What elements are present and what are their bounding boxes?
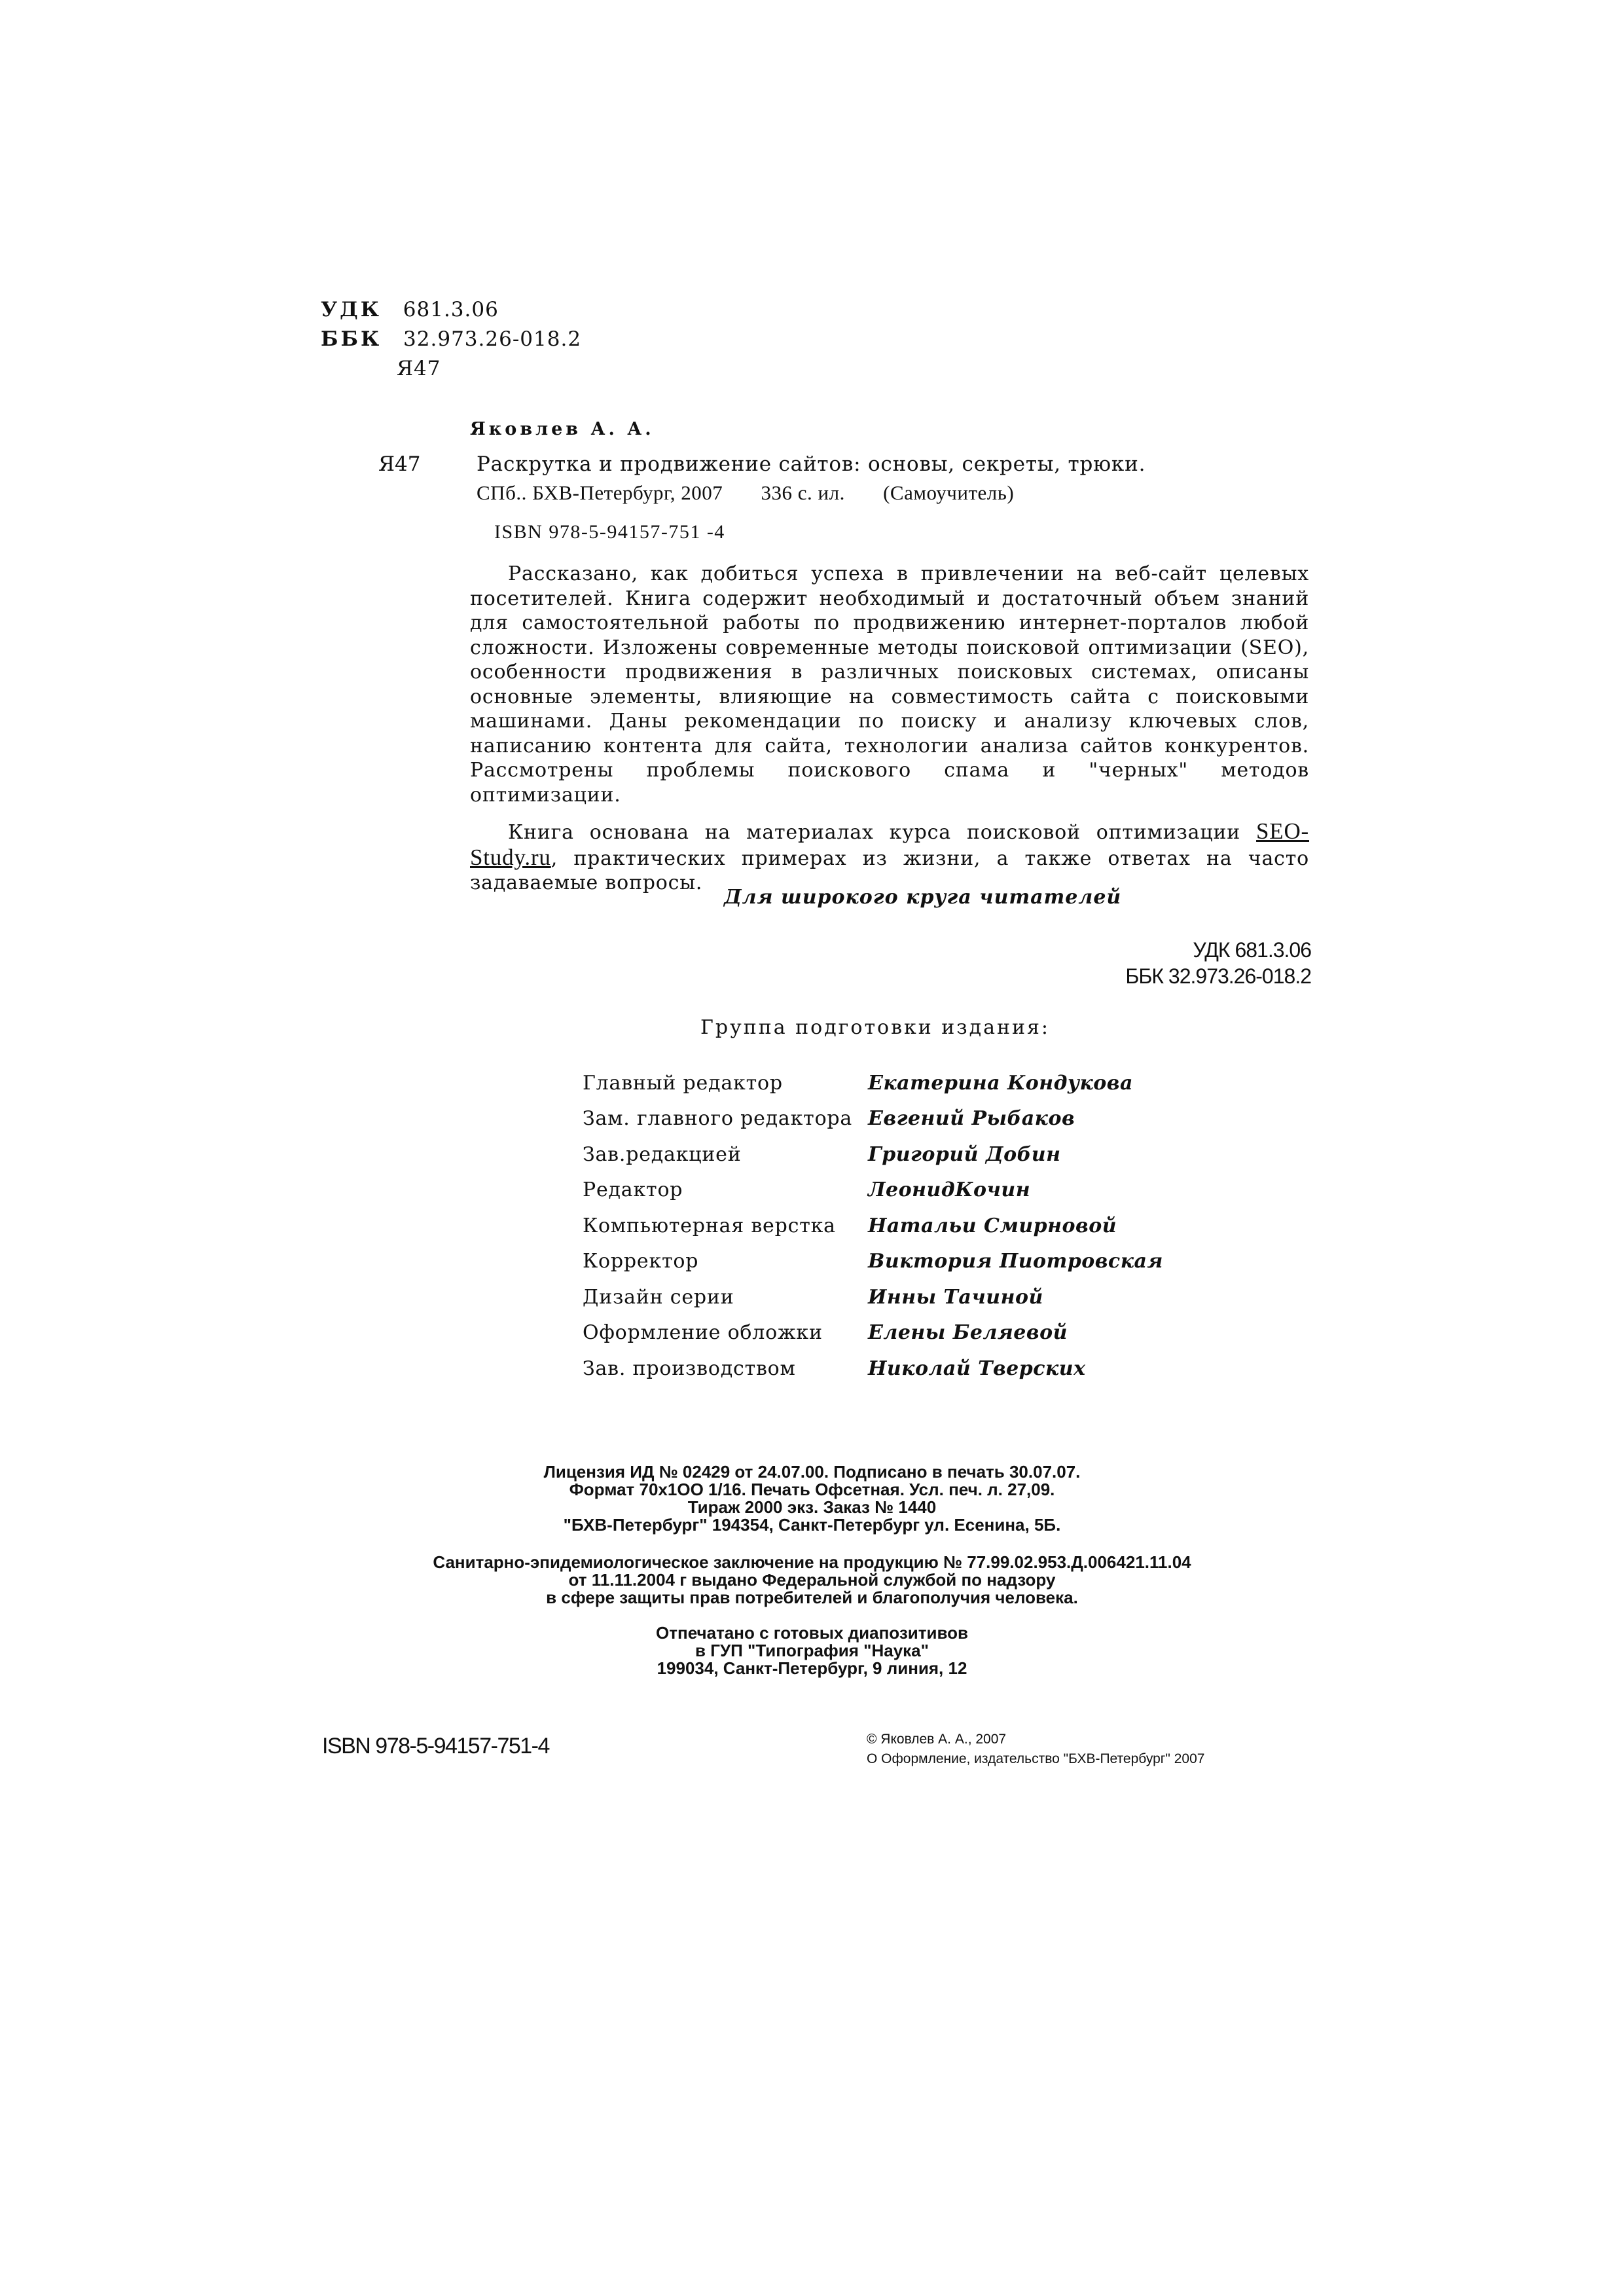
- team-role: Зав. производством: [583, 1357, 796, 1380]
- team-member-name: Евгений Рыбаков: [868, 1107, 1075, 1131]
- imprint-line: Санитарно-эпидемиологическое заключение на продукцию № 77.99.02.953.Д.006421.11.04: [433, 1552, 1191, 1572]
- udk-code-right: УДК 681.3.06: [1193, 938, 1311, 962]
- bbk-code-right: ББК 32.973.26-018.2: [1125, 964, 1311, 988]
- team-member-name: ЛеонидКочин: [868, 1178, 1031, 1202]
- abstract: [470, 562, 1309, 896]
- page-count: 336 с. ил.: [761, 481, 845, 504]
- team-row: [583, 1279, 1163, 1315]
- team-role: Зав.редакцией: [583, 1142, 742, 1166]
- team-role: Дизайн серии: [583, 1285, 734, 1309]
- imprint-printer: [0, 1624, 1624, 1677]
- team-row: [583, 1101, 1163, 1137]
- team-row: [583, 1137, 1163, 1173]
- isbn-entry: ISBN 978-5-94157-751 -4: [494, 521, 725, 543]
- seo-study-link[interactable]: SEO-Study.ru: [470, 818, 1310, 870]
- book-code: Я47: [378, 452, 421, 476]
- author-name: Яковлев А. А.: [470, 419, 655, 439]
- bbk-value: 32.973.26-018.2: [403, 327, 582, 351]
- team-row: [583, 1173, 1163, 1209]
- imprint-line: "БХВ-Петербург" 194354, Санкт-Петербург ул. Есенина, 5Б.: [563, 1515, 1061, 1535]
- team-member-name: Екатерина Кондукова: [868, 1071, 1133, 1095]
- abstract-paragraph-2-text: Книга основана на материалах курса поисковой оптимизации: [508, 821, 1241, 844]
- imprint-line: 199034, Санкт-Петербург, 9 линия, 12: [657, 1658, 967, 1678]
- team-member-name: Виктория Пиотровская: [868, 1250, 1163, 1273]
- udk-line: [321, 298, 499, 321]
- imprint-line: Тираж 2000 экз. Заказ № 1440: [687, 1497, 937, 1517]
- classification-codes-right: [1125, 937, 1311, 989]
- imprint-license: [0, 1463, 1624, 1534]
- udk-value: 681.3.06: [403, 298, 499, 321]
- team-row: [583, 1351, 1163, 1387]
- publication-line: [477, 481, 1014, 505]
- team-member-name: Григорий Добин: [868, 1142, 1061, 1166]
- imprint-line: в ГУП "Типография "Наука": [695, 1641, 929, 1660]
- team-row: [583, 1065, 1163, 1101]
- bbk-line: [321, 327, 581, 351]
- imprint-line: Отпечатано с готовых диапозитивов: [656, 1623, 968, 1643]
- abstract-paragraph-1: Рассказано, как добиться успеха в привлечении на веб-сайт целевых посетителей. Книга содержит необходимый и достаточный объем знаний для самостоятельной работы по продвижению интернет-порталов любой сложности. Изложены современные методы поисковой оптимизации (SEO), особенности продвижения в различных поисковых системах, описаны основные элементы, влияющие на совместимость сайта с поисковыми машинами. Даны рекомендации по поиску и анализу ключевых слов, написанию контента для сайта, технологии анализа сайтов конкурентов. Рассмотрены проблемы поискового спама и "черных" методов оптимизации.: [470, 562, 1309, 807]
- team-list: [583, 1065, 1163, 1387]
- copyright-design: О Оформление, издательство "БХВ-Петербург" 2007: [867, 1751, 1205, 1766]
- author-mark: Я47: [397, 357, 441, 380]
- team-role: Компьютерная верстка: [583, 1214, 836, 1237]
- imprint-sanitary: [0, 1554, 1624, 1607]
- team-member-name: Елены Беляевой: [868, 1321, 1068, 1345]
- team-role: Оформление обложки: [583, 1321, 823, 1345]
- udk-label: УДК: [321, 298, 382, 321]
- team-member-name: Инны Тачиной: [868, 1285, 1043, 1309]
- copyright-block: [867, 1730, 1204, 1769]
- book-title: Раскрутка и продвижение сайтов: основы, секреты, трюки.: [477, 452, 1146, 476]
- bbk-label: ББК: [321, 327, 382, 351]
- team-row: [583, 1208, 1163, 1244]
- team-role: Зам. главного редактора: [583, 1107, 853, 1131]
- team-member-name: Натальи Смирновой: [868, 1214, 1117, 1237]
- isbn-footer: ISBN 978-5-94157-751-4: [322, 1734, 549, 1758]
- team-role: Главный редактор: [583, 1071, 783, 1095]
- team-member-name: Николай Тверских: [868, 1357, 1086, 1380]
- copyright-author: © Яковлев А. А., 2007: [867, 1732, 1007, 1747]
- publication-place: СПб.. БХВ-Петербург, 2007: [477, 481, 723, 504]
- audience-note: Для широкого круга читателей: [724, 886, 1122, 909]
- abstract-paragraph-2: [470, 819, 1309, 896]
- team-role: Корректор: [583, 1250, 699, 1273]
- team-row: [583, 1315, 1163, 1351]
- imprint-line: Лицензия ИД № 02429 от 24.07.00. Подписано в печать 30.07.07.: [543, 1462, 1081, 1482]
- imprint-line: Формат 70x1OO 1/16. Печать Офсетная. Усл. печ. л. 27,09.: [569, 1480, 1055, 1499]
- imprint-line: в сфере защиты прав потребителей и благополучия человека.: [546, 1588, 1078, 1607]
- team-row: [583, 1244, 1163, 1280]
- series-name: (Самоучитель): [883, 481, 1015, 504]
- team-role: Редактор: [583, 1178, 683, 1202]
- abstract-paragraph-2-tail: , практических примерах из жизни, а также ответах на часто задаваемые вопросы.: [470, 847, 1309, 894]
- team-heading: Группа подготовки издания:: [700, 1016, 1051, 1039]
- imprint-line: от 11.11.2004 г выдано Федеральной службой по надзору: [568, 1570, 1056, 1590]
